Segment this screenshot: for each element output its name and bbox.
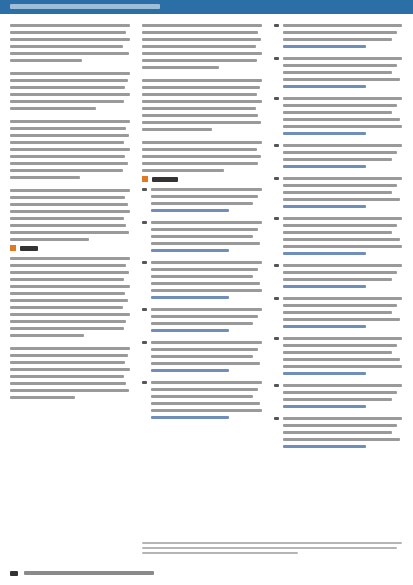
text-line-placeholder <box>151 395 253 398</box>
text-line-placeholder <box>151 202 253 205</box>
text-line-placeholder <box>283 71 392 74</box>
text-line-placeholder <box>10 389 129 392</box>
text-column-1 <box>10 24 130 559</box>
text-line-placeholder <box>283 64 397 67</box>
text-line-placeholder <box>283 184 397 187</box>
text-line-placeholder <box>10 271 129 274</box>
text-line-placeholder <box>283 132 366 135</box>
text-line-placeholder <box>283 424 397 427</box>
reference-text <box>283 297 402 332</box>
conclusion-section-heading <box>10 245 130 251</box>
text-line-placeholder <box>10 238 89 241</box>
journal-header-text <box>10 4 160 9</box>
text-line-placeholder <box>151 362 260 365</box>
text-line-placeholder <box>283 311 392 314</box>
text-line-placeholder <box>10 176 80 179</box>
text-line-placeholder <box>283 278 392 281</box>
text-line-placeholder <box>142 547 397 549</box>
text-line-placeholder <box>10 368 130 371</box>
reference-text <box>283 417 402 452</box>
text-line-placeholder <box>283 111 392 114</box>
text-line-placeholder <box>142 155 261 158</box>
text-line-placeholder <box>151 235 253 238</box>
page-footer <box>10 569 210 577</box>
text-line-placeholder <box>151 329 229 332</box>
section-marker-icon <box>10 245 16 251</box>
reference-text <box>283 97 402 139</box>
text-line-placeholder <box>10 313 130 316</box>
text-line-placeholder <box>283 144 402 147</box>
text-line-placeholder <box>142 169 224 172</box>
text-line-placeholder <box>10 334 84 337</box>
text-line-placeholder <box>151 268 258 271</box>
text-line-placeholder <box>10 169 123 172</box>
reference-text <box>151 221 262 256</box>
reference-number-placeholder <box>274 217 279 220</box>
text-line-placeholder <box>151 388 258 391</box>
reference-item <box>274 337 402 379</box>
text-line-placeholder <box>283 118 400 121</box>
reference-number-placeholder <box>274 57 279 60</box>
text-line-placeholder <box>10 224 126 227</box>
text-line-placeholder <box>283 177 402 180</box>
text-line-placeholder <box>283 78 400 81</box>
text-line-placeholder <box>283 205 366 208</box>
reference-number-placeholder <box>274 297 279 300</box>
text-line-placeholder <box>10 72 130 75</box>
text-line-placeholder <box>10 382 126 385</box>
text-line-placeholder <box>283 191 392 194</box>
text-line-placeholder <box>142 128 212 131</box>
reference-item <box>142 261 262 303</box>
text-line-placeholder <box>10 24 130 27</box>
reference-number-placeholder <box>274 144 279 147</box>
text-line-placeholder <box>10 189 130 192</box>
text-line-placeholder <box>283 325 366 328</box>
text-line-placeholder <box>142 59 257 62</box>
text-line-placeholder <box>10 52 129 55</box>
journal-footer-text <box>24 571 154 575</box>
text-line-placeholder <box>283 57 402 60</box>
reference-number-placeholder <box>142 261 147 264</box>
text-line-placeholder <box>142 24 262 27</box>
text-line-placeholder <box>283 31 397 34</box>
text-line-placeholder <box>142 552 298 554</box>
text-line-placeholder <box>142 114 258 117</box>
text-line-placeholder <box>283 151 397 154</box>
text-line-placeholder <box>142 107 256 110</box>
text-line-placeholder <box>283 217 402 220</box>
text-line-placeholder <box>142 38 261 41</box>
text-line-placeholder <box>283 104 397 107</box>
text-line-placeholder <box>142 162 258 165</box>
text-line-placeholder <box>283 337 402 340</box>
text-line-placeholder <box>142 86 260 89</box>
text-line-placeholder <box>151 341 262 344</box>
reference-number-placeholder <box>142 341 147 344</box>
text-line-placeholder <box>142 141 262 144</box>
text-line-placeholder <box>283 198 400 201</box>
text-line-placeholder <box>142 121 261 124</box>
reference-item <box>274 144 402 172</box>
text-line-placeholder <box>151 348 258 351</box>
text-line-placeholder <box>151 402 260 405</box>
text-line-placeholder <box>151 308 262 311</box>
text-line-placeholder <box>283 438 400 441</box>
text-line-placeholder <box>142 148 257 151</box>
text-line-placeholder <box>151 209 229 212</box>
text-line-placeholder <box>283 238 400 241</box>
text-column-3 <box>274 24 402 559</box>
text-line-placeholder <box>10 347 130 350</box>
text-line-placeholder <box>10 141 124 144</box>
text-line-placeholder <box>10 292 125 295</box>
text-line-placeholder <box>151 221 262 224</box>
text-line-placeholder <box>142 66 219 69</box>
reference-number-placeholder <box>274 384 279 387</box>
text-column-2 <box>142 24 262 559</box>
reference-text <box>151 341 262 376</box>
reference-number-placeholder <box>274 264 279 267</box>
reference-item <box>142 221 262 256</box>
text-line-placeholder <box>10 107 96 110</box>
text-line-placeholder <box>10 120 130 123</box>
text-line-placeholder <box>10 264 126 267</box>
text-line-placeholder <box>142 31 258 34</box>
text-line-placeholder <box>151 296 229 299</box>
text-line-placeholder <box>10 155 125 158</box>
reference-item <box>274 384 402 412</box>
text-line-placeholder <box>283 297 402 300</box>
reference-item <box>274 297 402 332</box>
text-line-placeholder <box>283 125 402 128</box>
text-line-placeholder <box>142 52 262 55</box>
reference-number-placeholder <box>142 308 147 311</box>
text-line-placeholder <box>10 31 126 34</box>
reference-text <box>283 57 402 92</box>
text-line-placeholder <box>283 358 400 361</box>
text-line-placeholder <box>10 210 130 213</box>
reference-text <box>283 217 402 259</box>
text-line-placeholder <box>283 391 397 394</box>
text-line-placeholder <box>151 381 262 384</box>
text-line-placeholder <box>151 322 253 325</box>
footnote-block <box>142 542 402 557</box>
reference-number-placeholder <box>142 188 147 191</box>
text-line-placeholder <box>283 285 366 288</box>
text-line-placeholder <box>142 45 256 48</box>
text-line-placeholder <box>10 285 130 288</box>
text-line-placeholder <box>151 416 229 419</box>
literature-section-heading <box>142 176 262 182</box>
text-line-placeholder <box>10 231 129 234</box>
text-line-placeholder <box>151 315 258 318</box>
text-line-placeholder <box>283 372 366 375</box>
page-number <box>10 571 18 576</box>
text-line-placeholder <box>142 100 262 103</box>
reference-item <box>274 177 402 212</box>
text-line-placeholder <box>10 196 125 199</box>
reference-text <box>151 261 262 303</box>
text-line-placeholder <box>10 354 128 357</box>
text-line-placeholder <box>10 79 128 82</box>
reference-text <box>283 144 402 172</box>
reference-number-placeholder <box>274 337 279 340</box>
text-line-placeholder <box>151 188 262 191</box>
text-line-placeholder <box>283 231 392 234</box>
text-line-placeholder <box>142 542 402 544</box>
reference-item <box>142 308 262 336</box>
text-line-placeholder <box>283 344 397 347</box>
section-marker-icon <box>142 176 148 182</box>
text-line-placeholder <box>10 375 124 378</box>
text-line-placeholder <box>283 252 366 255</box>
reference-number-placeholder <box>274 417 279 420</box>
text-line-placeholder <box>10 134 129 137</box>
text-line-placeholder <box>10 278 124 281</box>
text-line-placeholder <box>10 127 126 130</box>
text-line-placeholder <box>283 224 397 227</box>
text-line-placeholder <box>283 384 402 387</box>
text-line-placeholder <box>283 85 366 88</box>
reference-number-placeholder <box>142 221 147 224</box>
text-line-placeholder <box>283 351 392 354</box>
text-line-placeholder <box>151 282 260 285</box>
text-line-placeholder <box>151 261 262 264</box>
reference-item <box>274 24 402 52</box>
text-line-placeholder <box>283 97 402 100</box>
text-line-placeholder <box>283 417 402 420</box>
reference-text <box>151 381 262 423</box>
reference-item <box>274 97 402 139</box>
text-line-placeholder <box>283 38 392 41</box>
text-line-placeholder <box>10 45 123 48</box>
section-title-placeholder <box>20 246 38 251</box>
reference-item <box>274 57 402 92</box>
text-line-placeholder <box>10 203 128 206</box>
reference-text <box>283 24 402 52</box>
text-line-placeholder <box>283 24 402 27</box>
text-line-placeholder <box>283 304 397 307</box>
text-line-placeholder <box>10 361 125 364</box>
text-line-placeholder <box>142 79 262 82</box>
text-line-placeholder <box>10 38 130 41</box>
reference-number-placeholder <box>274 97 279 100</box>
section-title-placeholder <box>152 177 178 182</box>
text-line-placeholder <box>10 306 123 309</box>
reference-item <box>142 381 262 423</box>
text-line-placeholder <box>283 45 366 48</box>
text-line-placeholder <box>151 228 258 231</box>
journal-header-bar <box>0 0 413 14</box>
text-line-placeholder <box>10 86 125 89</box>
text-line-placeholder <box>151 355 253 358</box>
text-line-placeholder <box>283 445 366 448</box>
text-line-placeholder <box>10 257 130 260</box>
text-line-placeholder <box>151 275 253 278</box>
reference-number-placeholder <box>274 177 279 180</box>
reference-text <box>283 177 402 212</box>
text-line-placeholder <box>283 431 392 434</box>
reference-number-placeholder <box>274 24 279 27</box>
text-line-placeholder <box>283 271 397 274</box>
text-line-placeholder <box>142 93 257 96</box>
text-line-placeholder <box>283 264 402 267</box>
text-line-placeholder <box>10 396 75 399</box>
reference-item <box>274 264 402 292</box>
text-line-placeholder <box>283 158 392 161</box>
text-line-placeholder <box>151 289 262 292</box>
reference-text <box>151 308 262 336</box>
text-line-placeholder <box>283 318 400 321</box>
reference-number-placeholder <box>142 381 147 384</box>
reference-text <box>283 384 402 412</box>
text-line-placeholder <box>10 59 82 62</box>
text-line-placeholder <box>283 398 392 401</box>
reference-text <box>283 337 402 379</box>
reference-item <box>274 417 402 452</box>
text-line-placeholder <box>151 409 262 412</box>
text-line-placeholder <box>151 242 260 245</box>
text-line-placeholder <box>10 162 128 165</box>
text-line-placeholder <box>10 299 128 302</box>
text-line-placeholder <box>10 100 124 103</box>
text-line-placeholder <box>283 405 366 408</box>
text-line-placeholder <box>10 320 126 323</box>
text-line-placeholder <box>283 165 366 168</box>
text-line-placeholder <box>10 148 130 151</box>
reference-item <box>274 217 402 259</box>
text-line-placeholder <box>283 365 402 368</box>
reference-item <box>142 188 262 216</box>
reference-text <box>151 188 262 216</box>
reference-text <box>283 264 402 292</box>
text-line-placeholder <box>151 195 258 198</box>
text-line-placeholder <box>10 93 130 96</box>
text-line-placeholder <box>283 245 402 248</box>
text-line-placeholder <box>10 327 124 330</box>
text-line-placeholder <box>151 369 229 372</box>
text-line-placeholder <box>10 217 124 220</box>
text-line-placeholder <box>151 249 229 252</box>
reference-item <box>142 341 262 376</box>
